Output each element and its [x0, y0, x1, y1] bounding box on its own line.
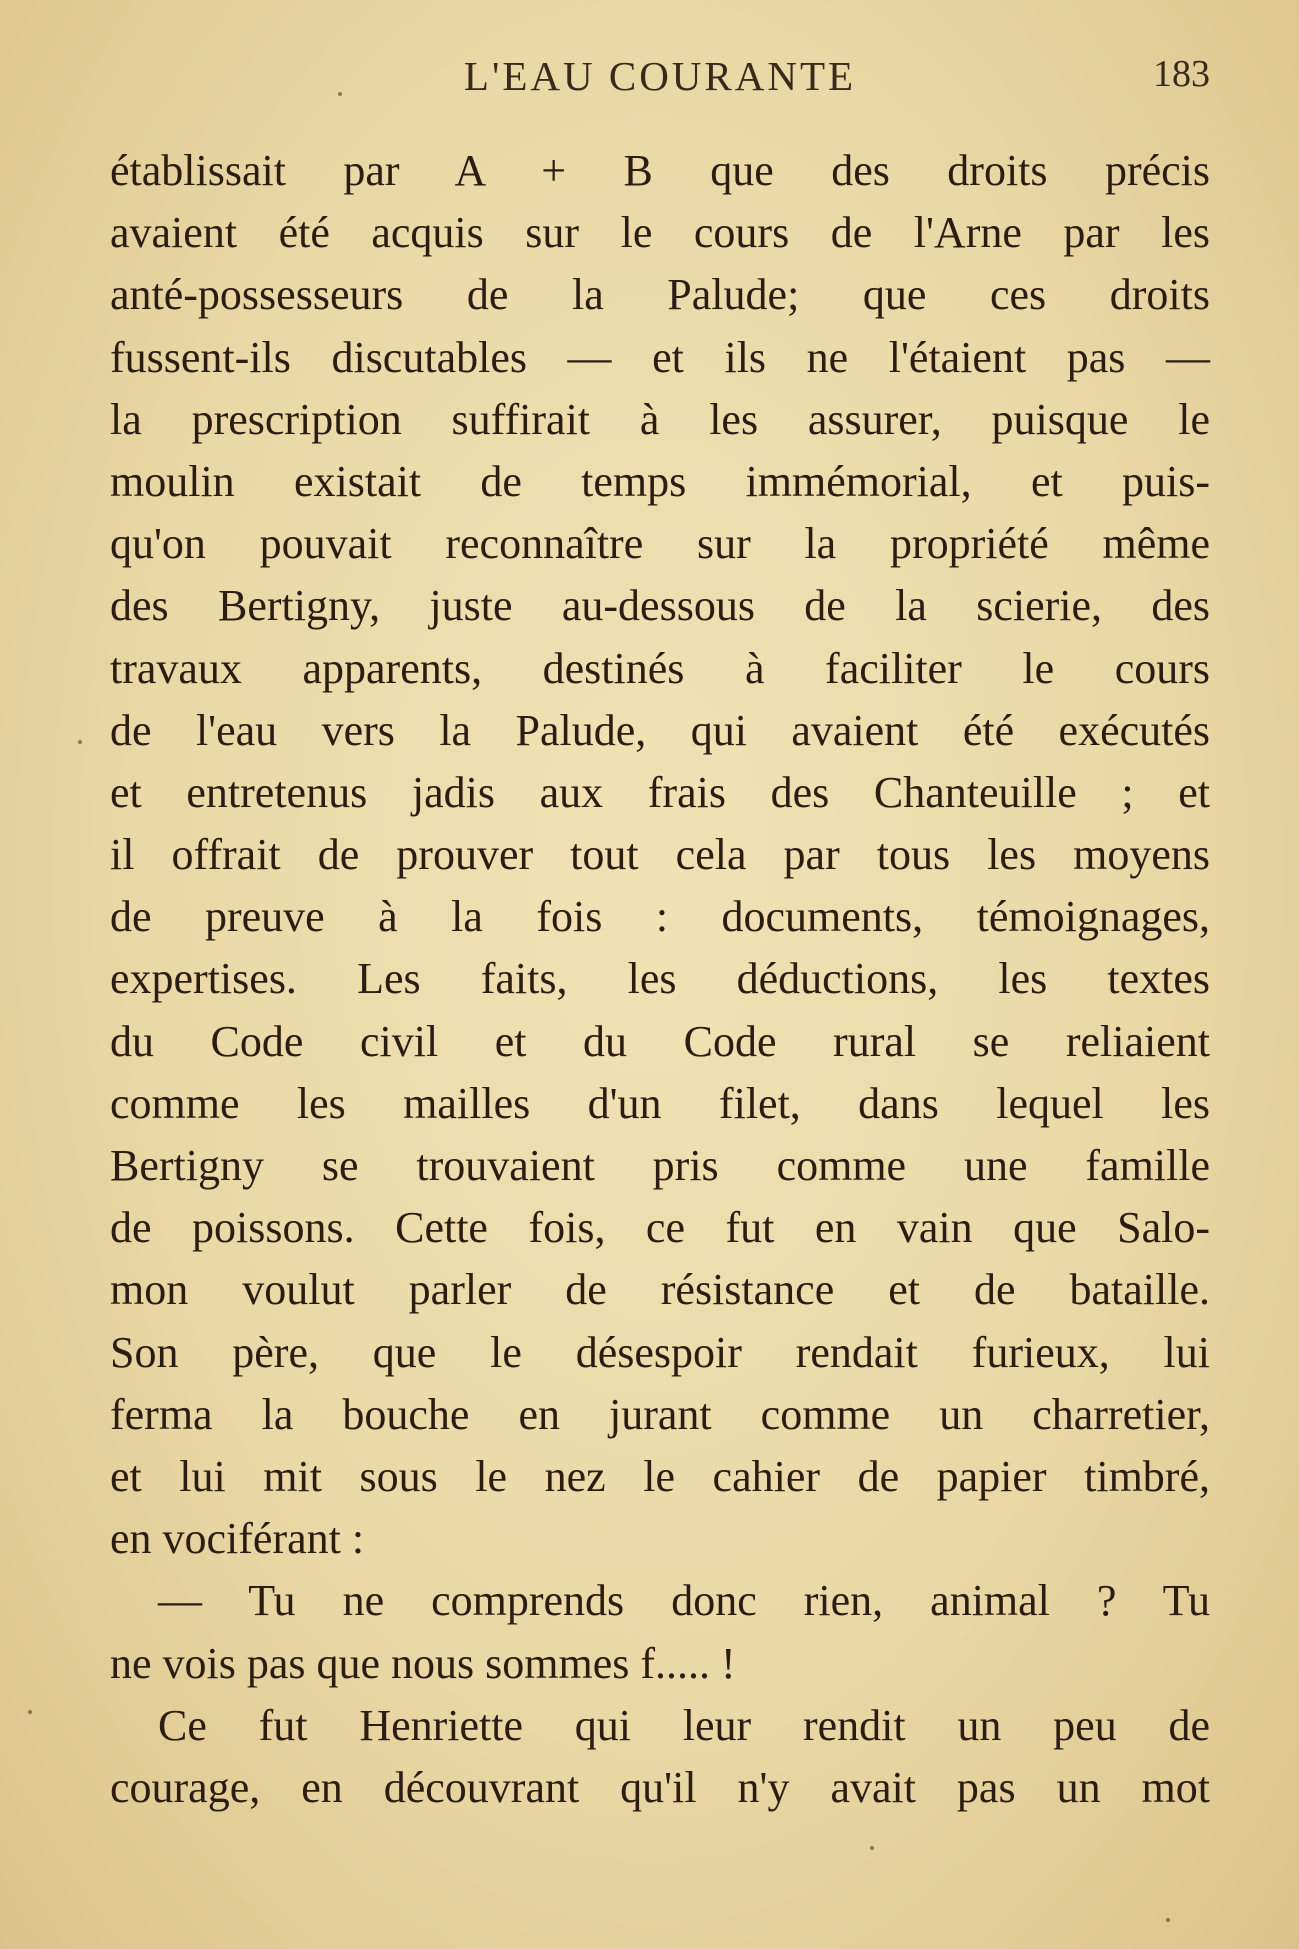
text-line: mon voulut parler de résistance et de bataille.	[110, 1265, 1210, 1315]
paragraph-start-line: Ce fut Henriette qui leur rendit un peu de	[158, 1700, 1210, 1750]
text-line: fussent-ils discutables — et ils ne l'étaient pas —	[110, 332, 1210, 382]
text-line: des Bertigny, juste au-dessous de la scierie, des	[110, 581, 1210, 631]
text-line: du Code civil et du Code rural se reliaient	[110, 1016, 1210, 1066]
text-line: de l'eau vers la Palude, qui avaient été exécutés	[110, 705, 1210, 755]
text-line: établissait par A + B que des droits précis	[110, 146, 1210, 195]
text-line: qu'on pouvait reconnaître sur la propriété même	[110, 519, 1210, 569]
paper-speck	[870, 1846, 874, 1850]
dialogue-line: — Tu ne comprends donc rien, animal ? Tu	[158, 1576, 1210, 1626]
text-line: il offrait de prouver tout cela par tous les moyens	[110, 830, 1210, 880]
text-line: de poissons. Cette fois, ce fut en vain que Salo-	[110, 1203, 1210, 1253]
text-line: moulin existait de temps immémorial, et puis-	[110, 456, 1210, 506]
text-line: et entretenus jadis aux frais des Chanteuille ; et	[110, 767, 1210, 817]
text-line: comme les mailles d'un filet, dans lequel les	[110, 1078, 1210, 1128]
page-header	[110, 52, 1210, 112]
paper-speck	[78, 740, 82, 744]
text-line: ferma la bouche en jurant comme un charretier,	[110, 1389, 1210, 1439]
paragraph-end-line: ne vois pas que nous sommes f..... !	[110, 1638, 736, 1688]
paper-speck	[1166, 1918, 1170, 1922]
page-number: 183	[1153, 53, 1210, 95]
text-line: courage, en découvrant qu'il n'y avait pas un mot	[110, 1762, 1210, 1812]
text-line: et lui mit sous le nez le cahier de papier timbré,	[110, 1451, 1210, 1501]
running-title: L'EAU COURANTE	[463, 53, 857, 99]
text-line: travaux apparents, destinés à faciliter le cours	[110, 643, 1210, 693]
paper-speck	[28, 1710, 32, 1714]
text-line: expertises. Les faits, les déductions, les textes	[110, 954, 1210, 1004]
text-line: de preuve à la fois : documents, témoignages,	[110, 892, 1210, 942]
paragraph-end-line: en vociférant :	[110, 1514, 365, 1564]
body-text	[110, 140, 1210, 1819]
text-line: avaient été acquis sur le cours de l'Arne par les	[110, 208, 1210, 258]
text-line: Son père, que le désespoir rendait furieux, lui	[110, 1327, 1210, 1377]
text-line: Bertigny se trouvaient pris comme une famille	[110, 1141, 1210, 1190]
text-line: la prescription suffirait à les assurer, puisque le	[110, 394, 1210, 444]
text-line: anté-possesseurs de la Palude; que ces droits	[110, 270, 1210, 320]
paper-speck	[338, 92, 342, 96]
